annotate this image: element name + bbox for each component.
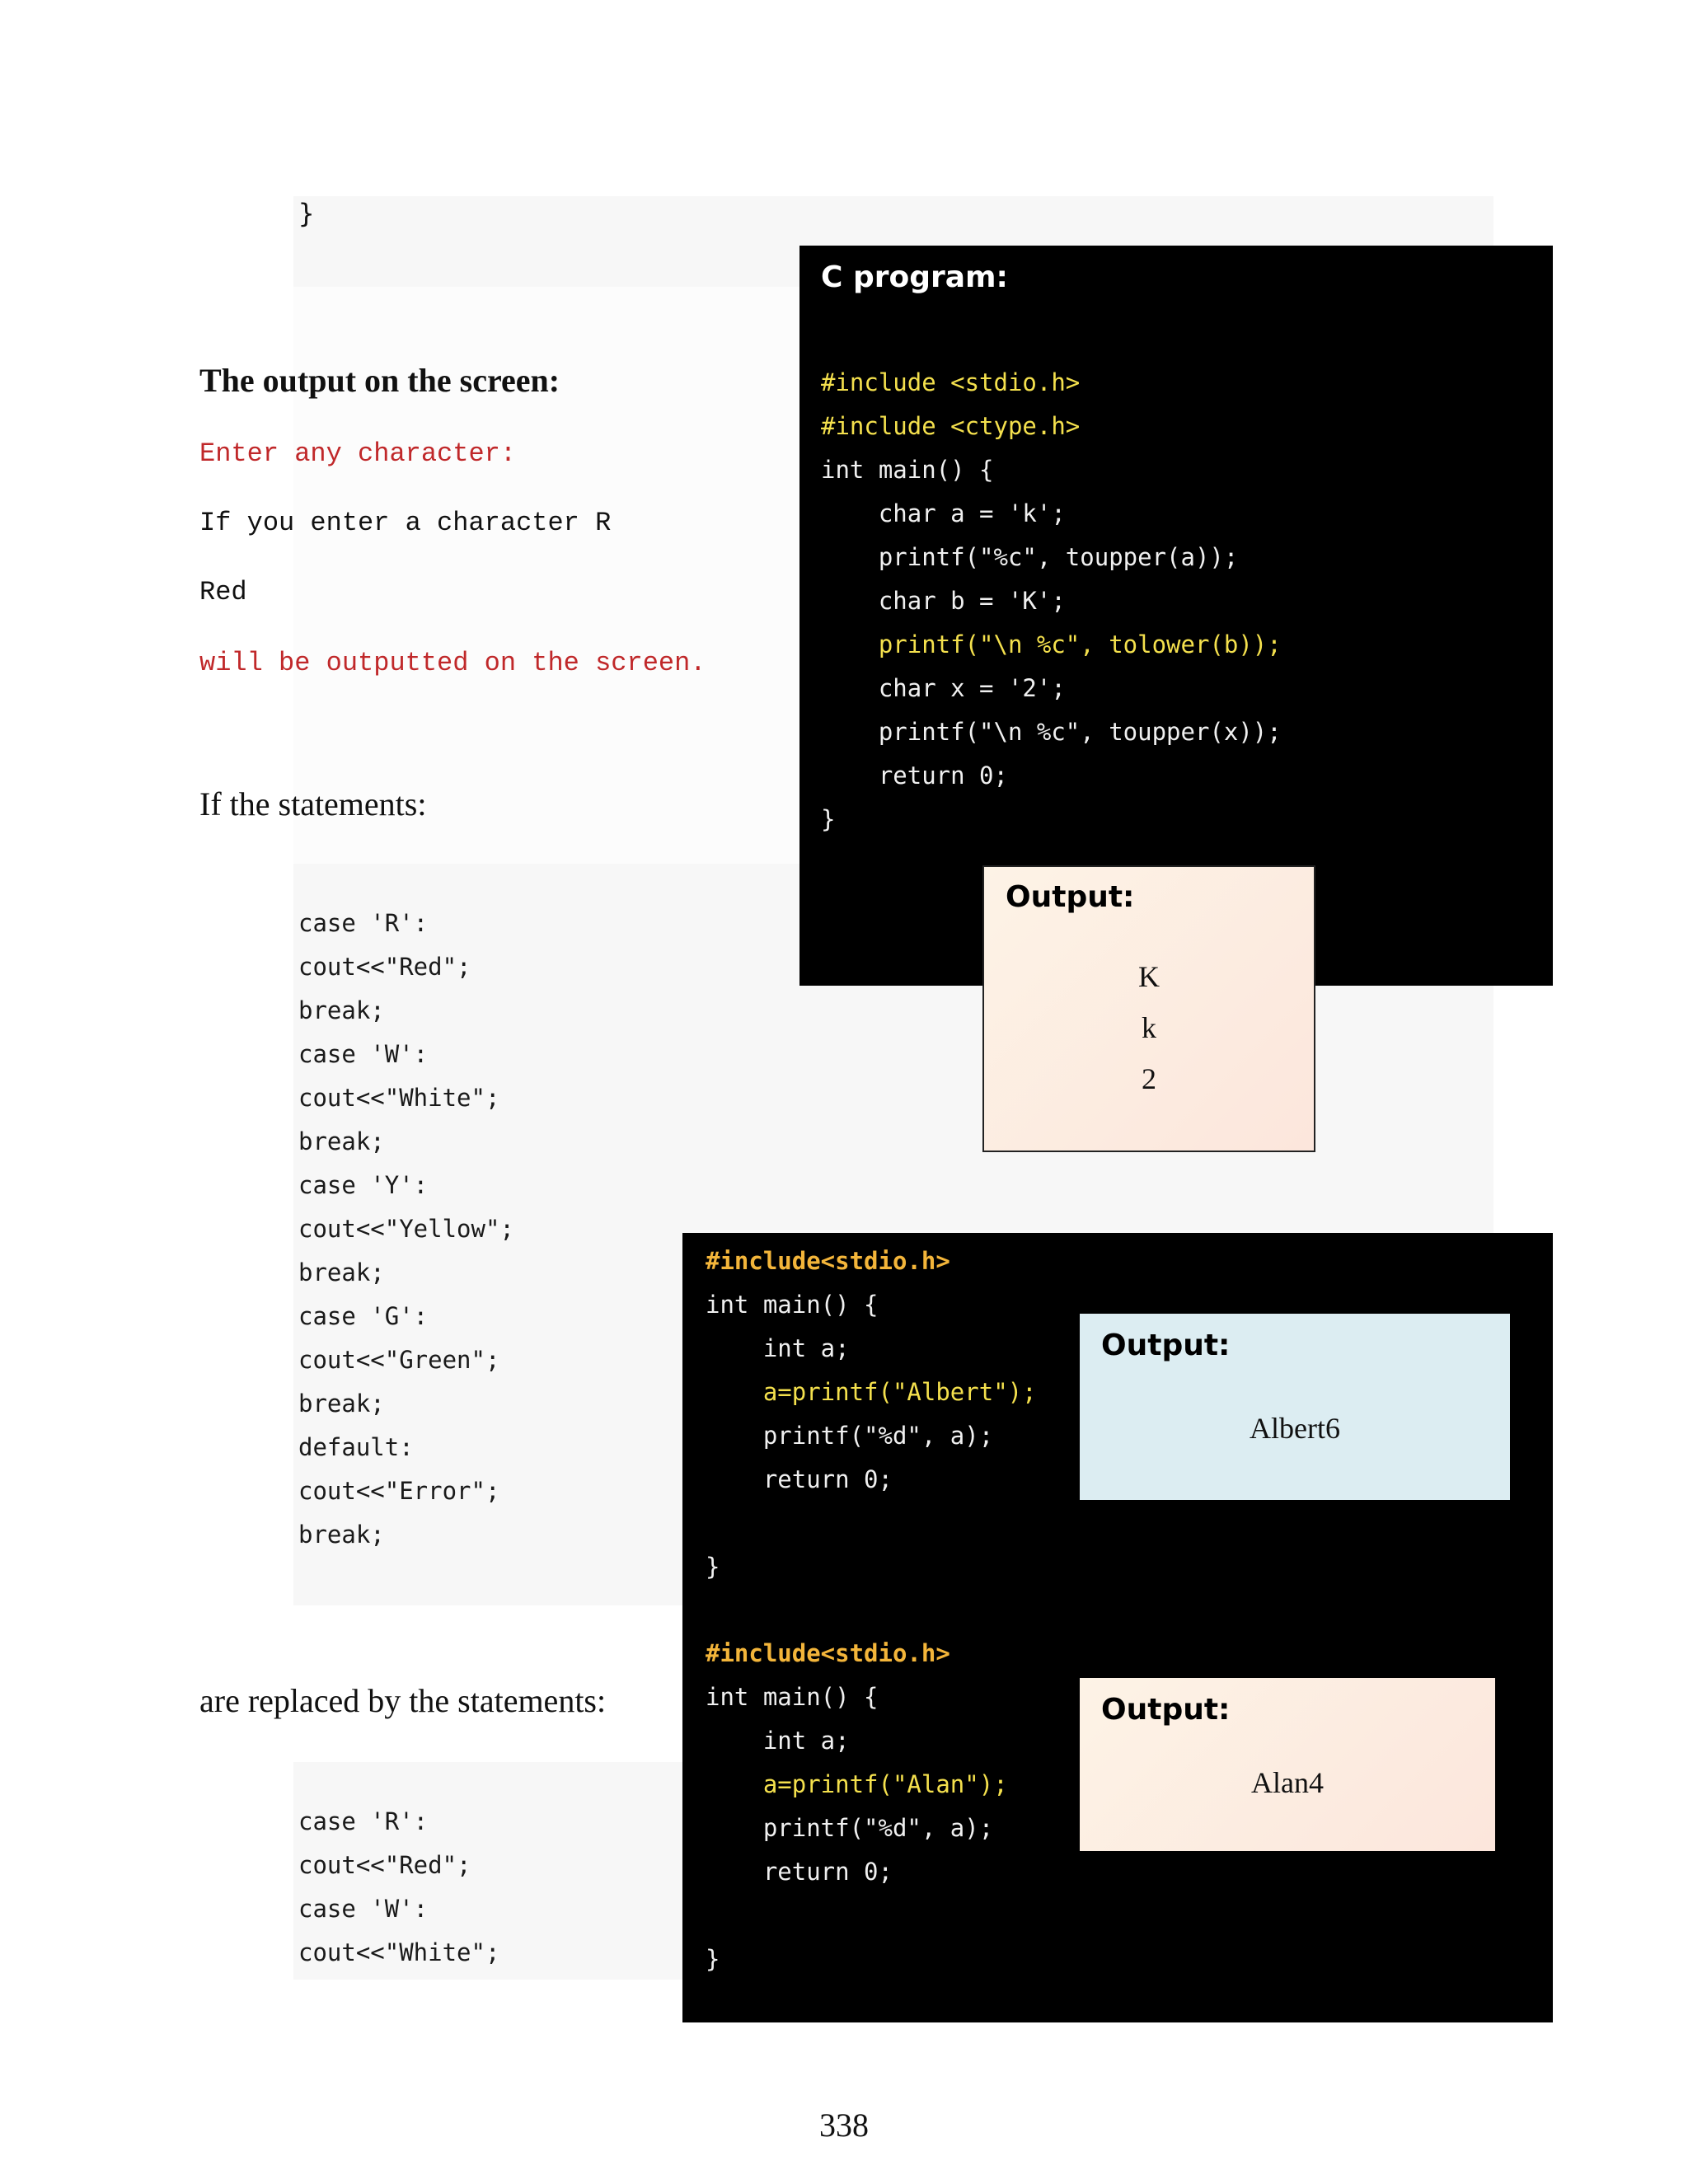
code-line: printf("\n %c", toupper(x)); xyxy=(821,718,1282,746)
printf-output-box-1 xyxy=(1080,1314,1510,1500)
code-line: break; xyxy=(298,996,385,1024)
code-line: } xyxy=(821,805,836,833)
if-statements-text: If the statements: xyxy=(199,785,427,823)
printf-panel xyxy=(682,1233,1553,2022)
code-line: return 0; xyxy=(821,762,1008,790)
printf-output-box-2 xyxy=(1080,1678,1495,1851)
printf-output-value-2: Alan4 xyxy=(1251,1766,1324,1799)
c-program-output-title: Output: xyxy=(1006,880,1135,914)
code-line: int a; xyxy=(706,1334,850,1362)
code-line xyxy=(706,1894,1008,1938)
code-line: #include<stdio.h> xyxy=(706,1639,950,1667)
code-line: a=printf("Alan"); xyxy=(706,1770,1008,1798)
printf-program-1 xyxy=(706,1240,1037,1589)
code-line: case 'G': xyxy=(298,1302,429,1330)
screen-output-line-4: will be outputted on the screen. xyxy=(199,648,706,678)
code-line: #include<stdio.h> xyxy=(706,1247,950,1275)
code-line: int main() { xyxy=(706,1683,879,1711)
code-line: cout<<"Red"; xyxy=(298,953,471,981)
screen-output-line-1: Enter any character: xyxy=(199,438,517,469)
code-line: cout<<"Green"; xyxy=(298,1346,500,1374)
code-line: break; xyxy=(298,1521,385,1549)
code-line: int main() { xyxy=(706,1291,879,1319)
code-block-2 xyxy=(298,1800,499,1975)
code-line: cout<<"White"; xyxy=(298,1084,500,1112)
printf-program-2 xyxy=(706,1632,1008,1981)
code-line: printf("%d", a); xyxy=(706,1814,994,1842)
code-line: case 'W': xyxy=(298,1895,429,1923)
code-line: printf("\n %c", tolower(b)); xyxy=(821,630,1282,658)
code-line: printf("%d", a); xyxy=(706,1422,994,1450)
code-line: case 'R': xyxy=(298,909,429,937)
code-line: case 'R': xyxy=(298,1807,429,1835)
code-line: int main() { xyxy=(821,456,994,484)
printf-output-value-1: Albert6 xyxy=(1250,1412,1340,1445)
printf-output-title-1: Output: xyxy=(1101,1329,1231,1362)
code-line: char a = 'k'; xyxy=(821,499,1066,527)
c-program-output-value-2: k xyxy=(1142,1011,1156,1044)
screen-output-line-2: If you enter a character R xyxy=(199,508,612,538)
closing-brace: } xyxy=(298,198,315,229)
code-line: #include <stdio.h> xyxy=(821,368,1081,396)
code-line: char x = '2'; xyxy=(821,674,1066,702)
code-line: int a; xyxy=(706,1727,850,1755)
code-line: cout<<"Yellow"; xyxy=(298,1215,514,1243)
code-line: } xyxy=(706,1553,720,1581)
code-line: char b = 'K'; xyxy=(821,587,1066,615)
code-block-1 xyxy=(298,902,514,1557)
code-line: } xyxy=(706,1945,720,1973)
code-line: cout<<"Error"; xyxy=(298,1477,500,1505)
code-line: case 'Y': xyxy=(298,1171,429,1199)
code-line: break; xyxy=(298,1258,385,1286)
c-program-code xyxy=(821,361,1282,841)
c-program-output-value-3: 2 xyxy=(1142,1062,1156,1095)
c-program-output-value-1: K xyxy=(1138,960,1160,993)
output-heading: The output on the screen: xyxy=(199,362,560,399)
code-line: cout<<"Red"; xyxy=(298,1851,471,1879)
page-number: 338 xyxy=(819,2107,869,2144)
c-program-output-box xyxy=(982,865,1315,1152)
replaced-by-text: are replaced by the statements: xyxy=(199,1682,607,1719)
screen-output-line-3: Red xyxy=(199,577,247,607)
code-line: break; xyxy=(298,1127,385,1155)
code-line: cout<<"White"; xyxy=(298,1938,500,1966)
code-line: return 0; xyxy=(706,1858,893,1886)
code-line: case 'W': xyxy=(298,1040,429,1068)
c-program-title: C program: xyxy=(821,260,1008,294)
code-line xyxy=(706,1502,1037,1545)
code-line: printf("%c", toupper(a)); xyxy=(821,543,1239,571)
code-line: break; xyxy=(298,1390,385,1418)
code-line: default: xyxy=(298,1433,414,1461)
code-line: a=printf("Albert"); xyxy=(706,1378,1037,1406)
code-line: return 0; xyxy=(706,1465,893,1493)
code-line: #include <ctype.h> xyxy=(821,412,1081,440)
printf-output-title-2: Output: xyxy=(1101,1693,1231,1727)
